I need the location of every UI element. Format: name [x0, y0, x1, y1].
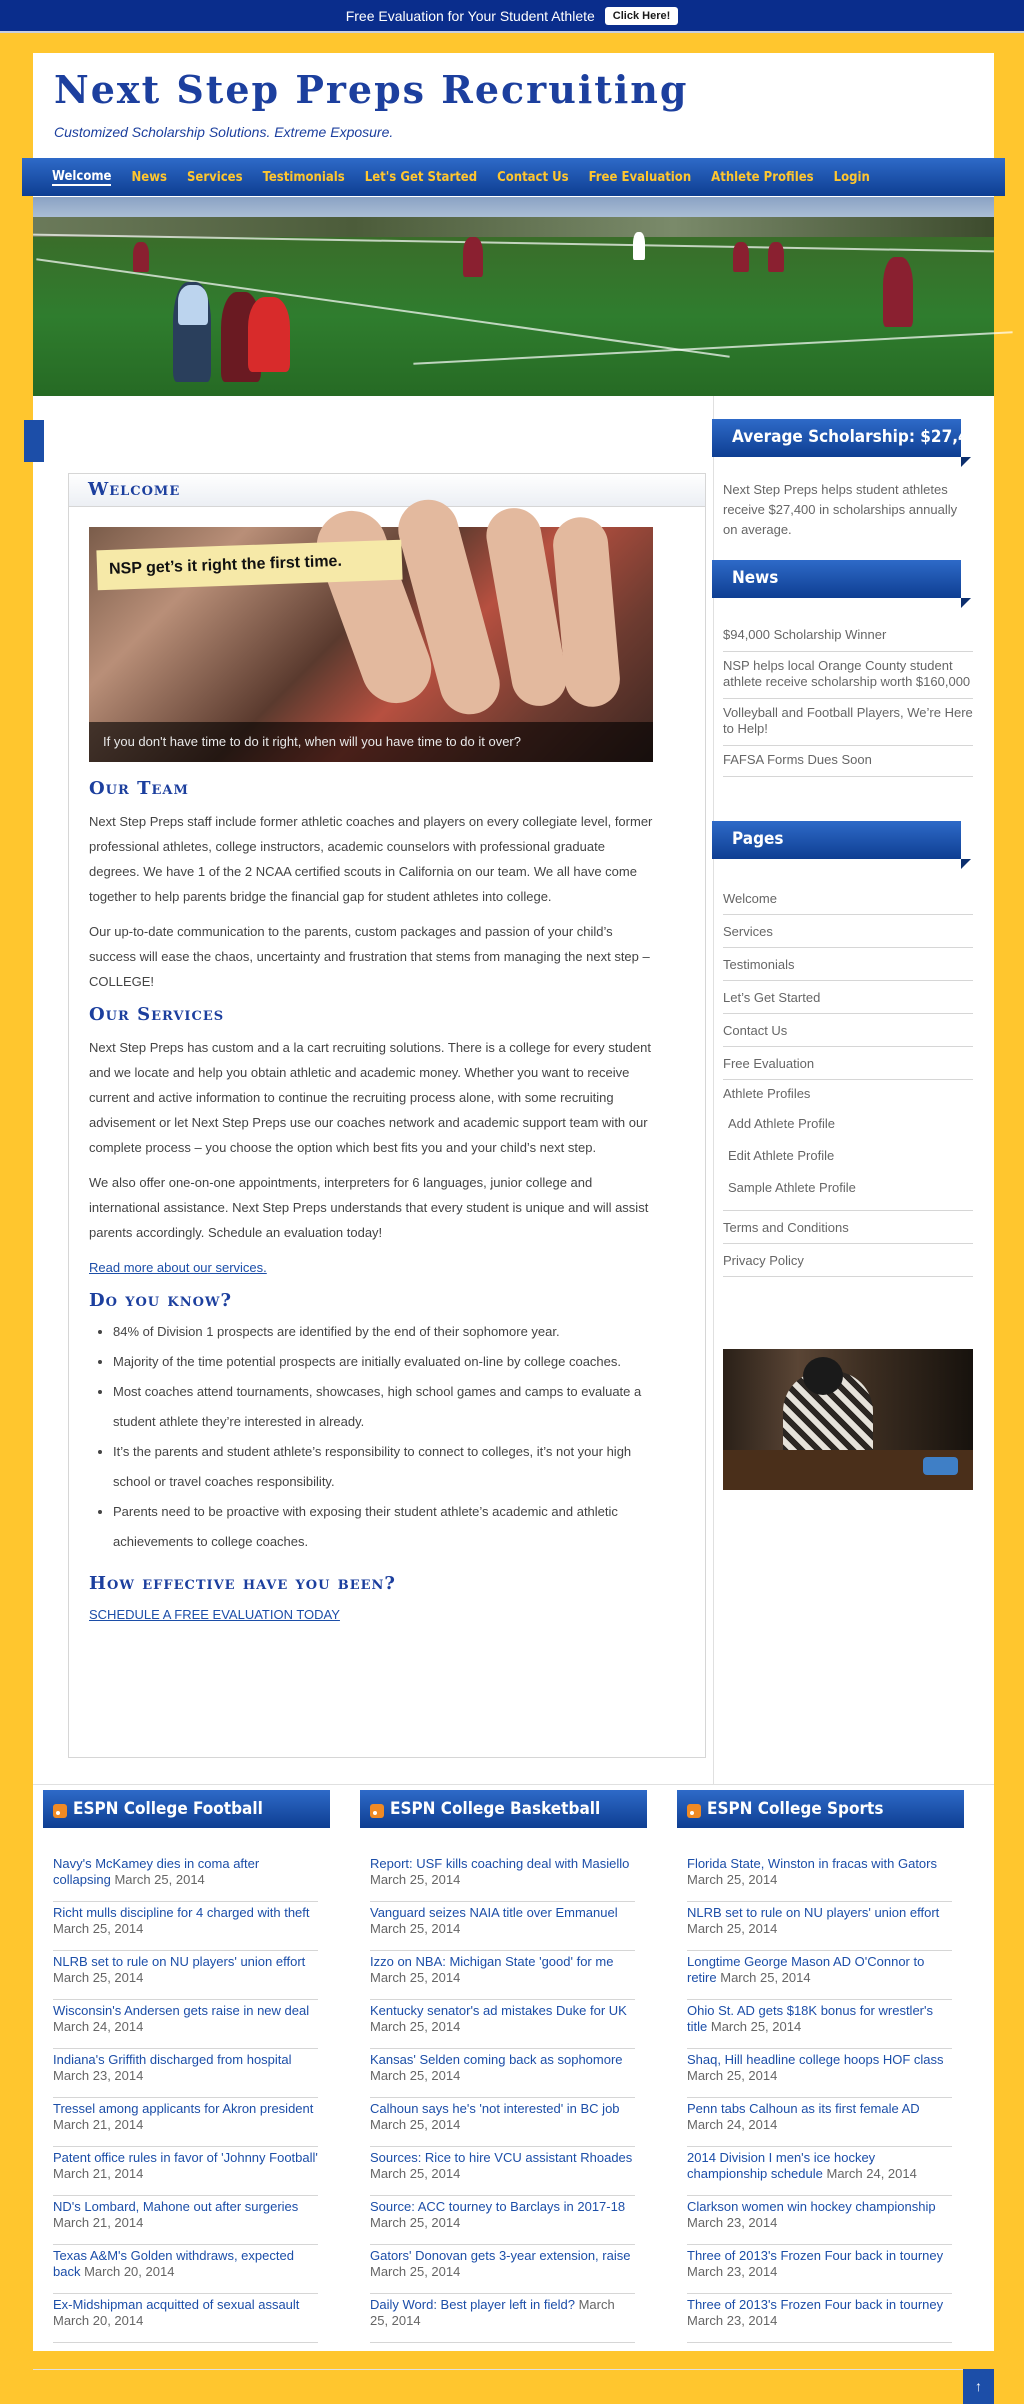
page-container: [33, 53, 994, 2394]
list-item: • Most coaches attend tournaments, showcases, high school games and camps to evaluate a student athlete they’re interested in already.: [113, 1377, 653, 1437]
feed-item: Gators' Donovan gets 3-year extension, raise March 25, 2014: [370, 2245, 635, 2294]
sidebar-athlete-profiles-group: [723, 1080, 973, 1211]
read-more-services-link[interactable]: Read more about our services.: [89, 1260, 267, 1275]
nav-testimonials[interactable]: Testimonials: [262, 169, 345, 185]
promo-headline: NSP get’s it right the first time.: [108, 552, 343, 578]
rss-icon[interactable]: [53, 1804, 67, 1818]
espn-basketball-header: [360, 1790, 647, 1828]
team-paragraph-2: Our up-to-date communication to the parents, custom packages and passion of your child’s success will ease the chaos, uncertainty and frustration that stems from managing the next step – COLLEGE!: [89, 924, 650, 989]
feed-item: Florida State, Winston in fracas with Gators March 25, 2014: [687, 1853, 952, 1902]
feed-item: Texas A&M's Golden withdraws, expected back March 20, 2014: [53, 2245, 318, 2294]
feed-item: Source: ACC tourney to Barclays in 2017-18 March 25, 2014: [370, 2196, 635, 2245]
sidebar-page-athlete-profiles[interactable]: Athlete Profiles: [723, 1086, 811, 1101]
espn-basketball-list: [370, 1853, 635, 2343]
nav-news[interactable]: News: [131, 169, 167, 185]
sidebar-news-item[interactable]: FAFSA Forms Dues Soon: [723, 746, 973, 777]
feed-item: Tressel among applicants for Akron president March 21, 2014: [53, 2098, 318, 2147]
feed-item: Penn tabs Calhoun as its first female AD March 24, 2014: [687, 2098, 952, 2147]
feed-item: Clarkson women win hockey championship March 23, 2014: [687, 2196, 952, 2245]
feed-item: Indiana's Griffith discharged from hospital March 23, 2014: [53, 2049, 318, 2098]
bottom-divider: [33, 2369, 994, 2370]
sidebar-news-item[interactable]: $94,000 Scholarship Winner: [723, 621, 973, 652]
sidebar-page-edit-athlete-profile[interactable]: Edit Athlete Profile: [728, 1148, 835, 1163]
feed-item: Report: USF kills coaching deal with Masiello March 25, 2014: [370, 1853, 635, 1902]
sidebar-news-item[interactable]: NSP helps local Orange County student athlete receive scholarship worth $160,000: [723, 652, 973, 699]
espn-football-title[interactable]: ESPN College Football: [73, 1799, 263, 1819]
espn-football-header: [43, 1790, 330, 1828]
feed-item: Vanguard seizes NAIA title over Emmanuel March 25, 2014: [370, 1902, 635, 1951]
footer-divider: [33, 1784, 994, 1785]
sidebar-page-terms[interactable]: Terms and Conditions: [723, 1211, 973, 1244]
feed-item: Kansas' Selden coming back as sophomore March 25, 2014: [370, 2049, 635, 2098]
list-item: • 84% of Division 1 prospects are identified by the end of their sophomore year.: [113, 1317, 653, 1347]
do-you-know-list: [89, 1317, 653, 1557]
sidebar-athlete-photo: [723, 1349, 973, 1490]
feed-item: Ohio St. AD gets $18K bonus for wrestler's title March 25, 2014: [687, 2000, 952, 2049]
list-item: • It’s the parents and student athlete’s responsibility to connect to colleges, it’s not your high school or travel coaches responsibility.: [113, 1437, 653, 1497]
main-nav: [22, 158, 1005, 196]
news-widget-header: [712, 560, 961, 598]
nav-services[interactable]: Services: [186, 169, 243, 185]
sidebar-news-item[interactable]: Volleyball and Football Players, We’re Here to Help!: [723, 699, 973, 746]
feed-item: Calhoun says he's 'not interested' in BC job March 25, 2014: [370, 2098, 635, 2147]
feed-item: Sources: Rice to hire VCU assistant Rhoades March 25, 2014: [370, 2147, 635, 2196]
feed-item: Richt mulls discipline for 4 charged with theft March 25, 2014: [53, 1902, 318, 1951]
sidebar-page-privacy[interactable]: Privacy Policy: [723, 1244, 973, 1277]
scholarship-title: Average Scholarship: $27,400: [732, 427, 990, 447]
click-here-button[interactable]: Click Here!: [605, 7, 678, 25]
our-team-heading: Our Team: [89, 778, 189, 799]
main-text: [89, 776, 653, 1627]
team-paragraph-1: Next Step Preps staff include former athletic coaches and players on every collegiate level, former professional athletes, college instructors, academic counselors with professional graduate degrees. We have 1 of the 2 NCAA certified scouts in California on our team. We all have come together to help parents bridge the financial gap for student athletes into college.: [89, 814, 653, 904]
promo-caption: If you don't have time to do it right, when will you have time to do it over?: [103, 734, 521, 749]
feed-item: ND's Lombard, Mahone out after surgeries March 21, 2014: [53, 2196, 318, 2245]
welcome-ribbon: [24, 420, 44, 462]
pages-widget-header: [712, 821, 961, 859]
feed-item: Ex-Midshipman acquitted of sexual assault March 20, 2014: [53, 2294, 318, 2343]
feed-item: Izzo on NBA: Michigan State 'good' for me March 25, 2014: [370, 1951, 635, 2000]
feed-item: Wisconsin's Andersen gets raise in new deal March 24, 2014: [53, 2000, 318, 2049]
sidebar-page-contact-us[interactable]: Contact Us: [723, 1014, 973, 1047]
nav-athlete-profiles[interactable]: Athlete Profiles: [711, 169, 814, 185]
scroll-to-top-button[interactable]: ↑: [963, 2369, 994, 2404]
feed-item: NLRB set to rule on NU players' union effort March 25, 2014: [53, 1951, 318, 2000]
scholarship-text: Next Step Preps helps student athletes receive $27,400 in scholarships annually on average.: [723, 482, 958, 537]
feed-item: Three of 2013's Frozen Four back in tourney March 23, 2014: [687, 2294, 952, 2343]
hero-banner-image: [33, 197, 994, 396]
sidebar-page-lets-get-started[interactable]: Let’s Get Started: [723, 981, 973, 1014]
promo-top-bar: [0, 0, 1024, 33]
news-widget-title: News: [732, 568, 779, 588]
scholarship-widget-header: [712, 419, 990, 457]
sidebar-page-add-athlete-profile[interactable]: Add Athlete Profile: [728, 1116, 835, 1131]
list-item: • Parents need to be proactive with exposing their student athlete’s academic and athletic achievements to college coaches.: [113, 1497, 653, 1557]
espn-football-list: [53, 1853, 318, 2343]
sidebar-page-sample-athlete-profile[interactable]: Sample Athlete Profile: [728, 1180, 856, 1195]
feed-item: Patent office rules in favor of 'Johnny Football' March 21, 2014: [53, 2147, 318, 2196]
list-item: • Majority of the time potential prospects are initially evaluated on-line by college coaches.: [113, 1347, 653, 1377]
feed-item: Shaq, Hill headline college hoops HOF class March 25, 2014: [687, 2049, 952, 2098]
promo-image: [89, 527, 653, 762]
our-services-heading: Our Services: [89, 1004, 225, 1025]
feed-item: 2014 Division I men's ice hockey championship schedule March 24, 2014: [687, 2147, 952, 2196]
sidebar-page-services[interactable]: Services: [723, 915, 973, 948]
page-title: Welcome: [88, 479, 181, 500]
feed-item: Three of 2013's Frozen Four back in tourney March 23, 2014: [687, 2245, 952, 2294]
site-title[interactable]: Next Step Preps Recruiting: [54, 67, 689, 112]
nav-welcome[interactable]: Welcome: [52, 168, 112, 184]
espn-basketball-title[interactable]: ESPN College Basketball: [390, 1799, 601, 1819]
sidebar-divider: [713, 396, 714, 1784]
promo-caption-bar: [89, 722, 653, 762]
sidebar-page-testimonials[interactable]: Testimonials: [723, 948, 973, 981]
rss-icon[interactable]: [370, 1804, 384, 1818]
sidebar-news-list: [723, 621, 973, 777]
espn-sports-header: [677, 1790, 964, 1828]
promo-text: Free Evaluation for Your Student Athlete: [345, 7, 595, 24]
nav-lets-get-started[interactable]: Let's Get Started: [364, 169, 478, 185]
pages-widget-title: Pages: [732, 829, 784, 849]
espn-sports-list: [687, 1853, 952, 2343]
feed-item: Navy's McKamey dies in coma after collapsing March 25, 2014: [53, 1853, 318, 1902]
rss-icon[interactable]: [687, 1804, 701, 1818]
services-paragraph-2: We also offer one-on-one appointments, interpreters for 6 languages, junior college and international assistance. Next Step Preps understands that every student is unique and will assist parents accordingly. Schedule an evaluation today!: [89, 1175, 649, 1240]
nav-contact-us[interactable]: Contact Us: [497, 169, 569, 185]
feed-item: NLRB set to rule on NU players' union effort March 25, 2014: [687, 1902, 952, 1951]
how-effective-heading: How effective have you been?: [89, 1573, 396, 1594]
feed-item: Daily Word: Best player left in field? March 25, 2014: [370, 2294, 635, 2343]
espn-sports-title[interactable]: ESPN College Sports: [707, 1799, 884, 1819]
sidebar-page-welcome[interactable]: Welcome: [723, 882, 973, 915]
sidebar-pages-list: [723, 882, 973, 1277]
feed-item: Longtime George Mason AD O'Connor to retire March 25, 2014: [687, 1951, 952, 2000]
do-you-know-heading: Do you know?: [89, 1290, 233, 1311]
sidebar-page-free-evaluation[interactable]: Free Evaluation: [723, 1047, 973, 1080]
feed-item: Kentucky senator's ad mistakes Duke for UK March 25, 2014: [370, 2000, 635, 2049]
site-tagline: Customized Scholarship Solutions. Extreme Exposure.: [54, 124, 394, 140]
services-paragraph-1: Next Step Preps has custom and a la cart recruiting solutions. There is a college for every student and we locate and help you obtain athletic and academic money. Whether you want to receive current and active information to continue the recruiting process alone, with some recruiting advisement or let Next Step Preps use our coaches network and academic support team with our complete process – you choose the option which best fits you and your child’s next step.: [89, 1040, 651, 1155]
schedule-evaluation-link[interactable]: SCHEDULE A FREE EVALUATION TODAY: [89, 1607, 340, 1622]
nav-login[interactable]: Login: [833, 169, 870, 185]
nav-free-evaluation[interactable]: Free Evaluation: [588, 169, 692, 185]
